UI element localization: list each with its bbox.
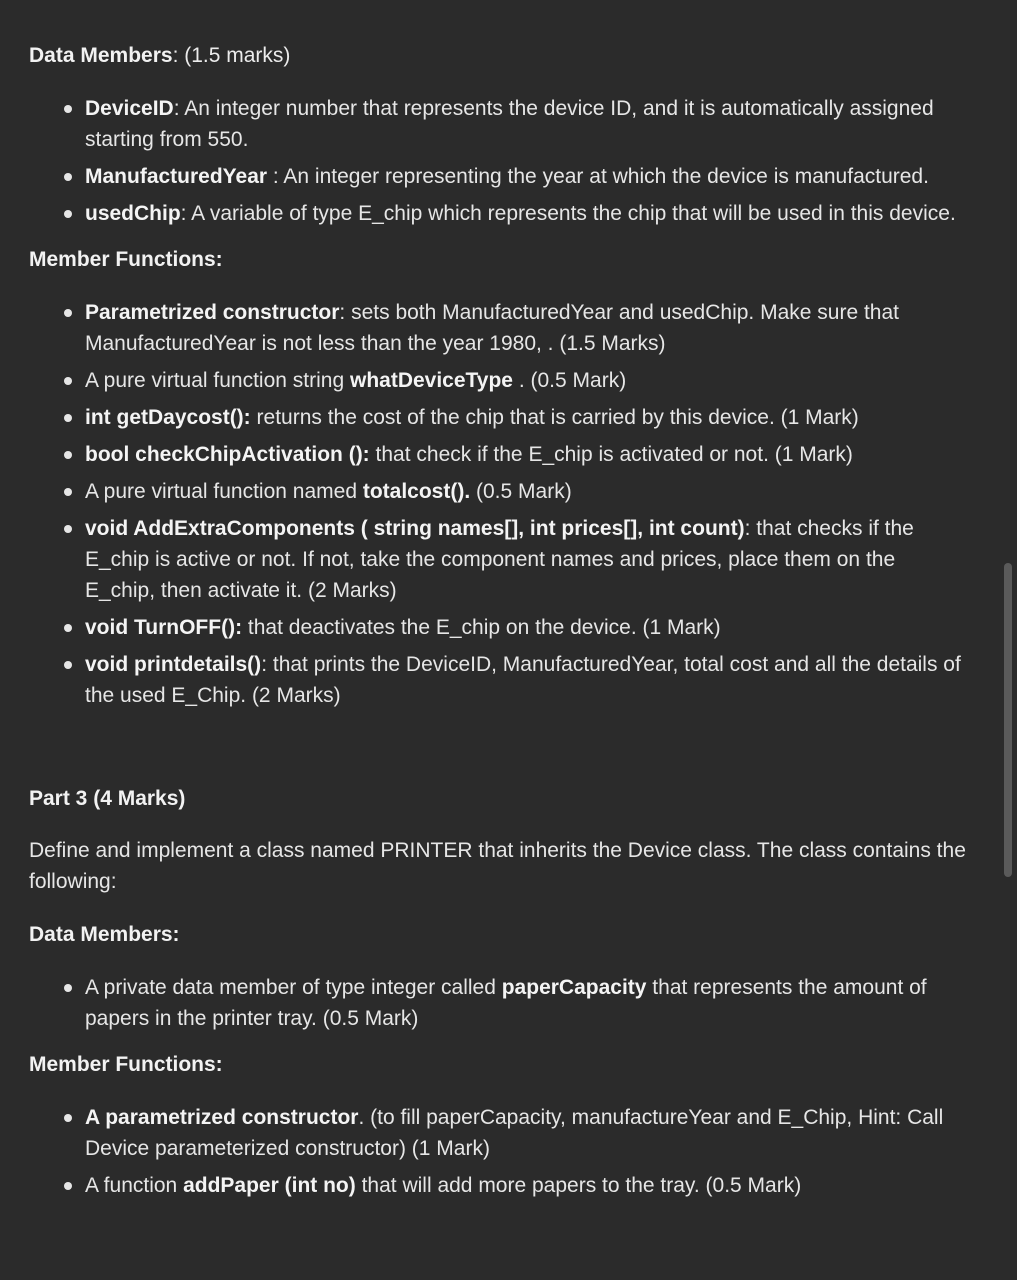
data-members-list (29, 93, 969, 229)
list-item: usedChip: A variable of type E_chip which represents the chip that will be used in this device. (85, 198, 969, 229)
member-functions-heading: Member Functions: (29, 248, 223, 271)
part3-description: Define and implement a class named PRINTER that inherits the Device class. The class contains the following: (29, 839, 966, 893)
list-item: DeviceID: An integer number that represents the device ID, and it is automatically assigned starting from 550. (85, 93, 969, 155)
list-item: A function addPaper (int no) that will add more papers to the tray. (0.5 Mark) (85, 1170, 969, 1201)
part3-member-functions-list (29, 1102, 969, 1201)
part3-member-functions-heading: Member Functions: (29, 1053, 223, 1076)
data-members-heading: Data Members: (1.5 marks) (29, 44, 291, 67)
list-item: void AddExtraComponents ( string names[], int prices[], int count): that checks if the E_chip is active or not. If not, take the component names and prices, place them on the E_chip, then activate it. (2 Marks) (85, 513, 969, 606)
list-item: void printdetails(): that prints the DeviceID, ManufacturedYear, total cost and all the details of the used E_Chip. (2 Marks) (85, 649, 969, 711)
document-body (29, 40, 969, 1207)
part3-data-members-heading: Data Members: (29, 923, 180, 946)
list-item: A pure virtual function named totalcost(). (0.5 Mark) (85, 476, 969, 507)
list-item: A parametrized constructor. (to fill paperCapacity, manufactureYear and E_Chip, Hint: Call Device parameterized constructor) (1 Mark) (85, 1102, 969, 1164)
part3-heading: Part 3 (4 Marks) (29, 787, 186, 810)
member-functions-list (29, 297, 969, 711)
vertical-scrollbar[interactable] (1004, 563, 1012, 877)
list-item: A private data member of type integer called paperCapacity that represents the amount of papers in the printer tray. (0.5 Mark) (85, 972, 969, 1034)
list-item: ManufacturedYear : An integer representing the year at which the device is manufactured. (85, 161, 969, 192)
list-item: void TurnOFF(): that deactivates the E_chip on the device. (1 Mark) (85, 612, 969, 643)
part3-data-members-list (29, 972, 969, 1034)
list-item: Parametrized constructor: sets both ManufacturedYear and usedChip. Make sure that ManufacturedYear is not less than the year 1980, . (1.5 Marks) (85, 297, 969, 359)
list-item: bool checkChipActivation (): that check if the E_chip is activated or not. (1 Mark) (85, 439, 969, 470)
list-item: A pure virtual function string whatDeviceType . (0.5 Mark) (85, 365, 969, 396)
list-item: int getDaycost(): returns the cost of the chip that is carried by this device. (1 Mark) (85, 402, 969, 433)
